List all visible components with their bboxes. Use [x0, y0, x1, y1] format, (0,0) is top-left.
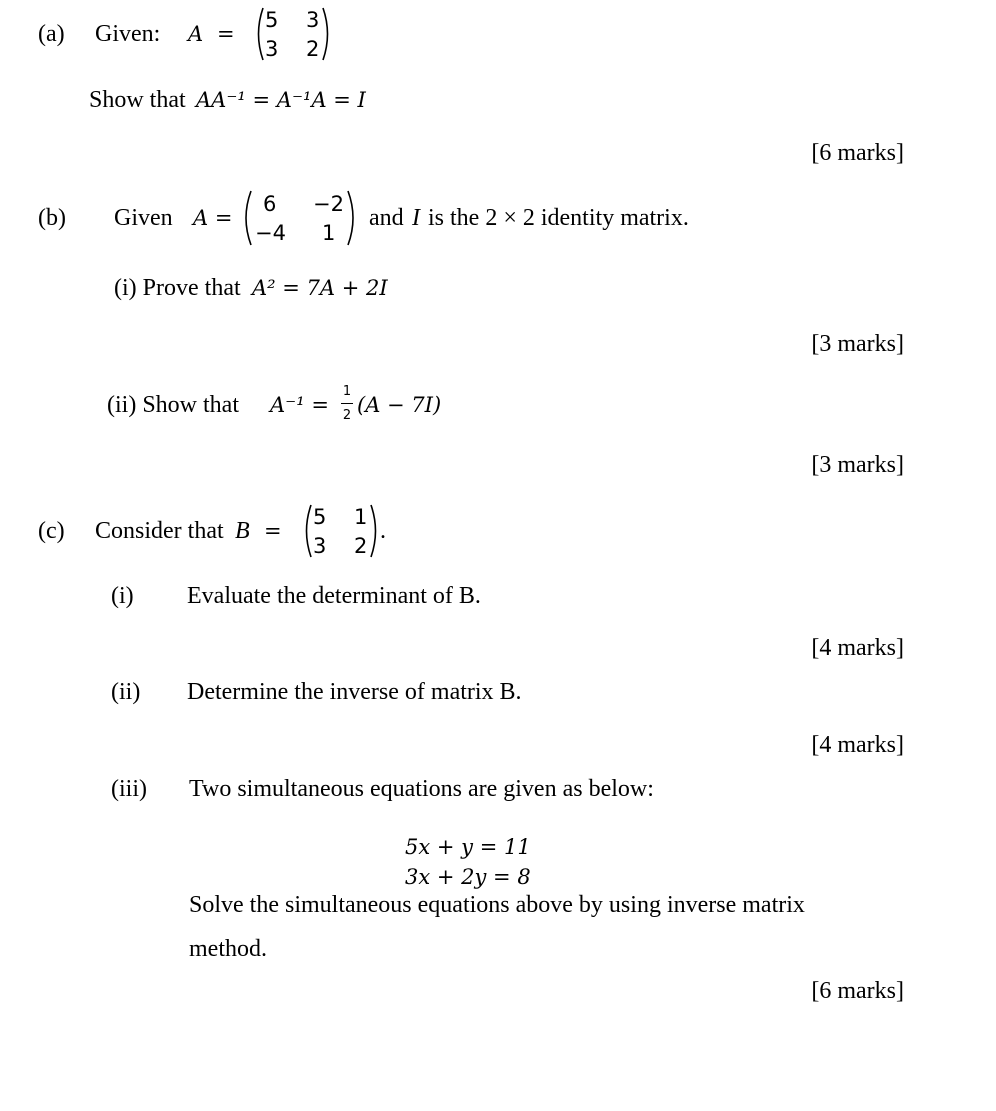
part-c-iii-marks: [6 marks] [811, 978, 904, 1004]
part-c-solve-line-2: method. [189, 936, 267, 962]
part-c-i-label: (i) [111, 583, 134, 609]
part-c-ii-text: Determine the inverse of matrix B. [187, 679, 522, 705]
part-a-marks: [6 marks] [811, 140, 904, 166]
matrix-cell: −4 [255, 221, 286, 245]
part-c-iii-label: (iii) [111, 776, 147, 802]
matrix-cell: 3 [306, 8, 320, 32]
matrix-cell: 3 [265, 37, 279, 61]
part-b-ii-text: (ii) Show that [107, 392, 239, 418]
part-b-identity-symbol: I [412, 205, 420, 231]
fraction-bar [341, 403, 353, 404]
part-b-given: Given [114, 205, 173, 231]
fraction-numerator: 1 [342, 384, 352, 399]
part-b-ii-math-left: A⁻¹ = [270, 393, 329, 417]
part-b-matrix [241, 188, 358, 248]
matrix-cell: 6 [263, 192, 277, 216]
part-b-i-math: A² = 7A + 2I [252, 276, 388, 300]
matrix-cell: 5 [313, 505, 327, 529]
part-b-ii-fraction [340, 384, 354, 428]
part-c-matrix-name: B [235, 518, 250, 544]
part-b-identity-text: is the 2 × 2 identity matrix. [428, 205, 689, 231]
part-c-ii-label: (ii) [111, 679, 141, 705]
part-a-label: (a) [38, 21, 65, 47]
part-a-show-text: Show that [89, 87, 186, 113]
part-b-label: (b) [38, 205, 66, 231]
part-a-show-math: AA⁻¹ = A⁻¹A = I [196, 88, 366, 112]
part-c-consider: Consider that [95, 518, 224, 544]
part-c-label: (c) [38, 518, 65, 544]
matrix-cell: 2 [354, 534, 368, 558]
part-b-and: and [369, 205, 404, 231]
part-a-matrix [254, 6, 332, 64]
part-a-matrix-name: A [188, 22, 204, 46]
matrix-cell: −2 [313, 192, 344, 216]
part-c-period: . [380, 518, 386, 544]
equation-1: 5x + y = 11 [405, 835, 531, 859]
part-c-ii-marks: [4 marks] [811, 732, 904, 758]
matrix-cell: 1 [354, 505, 368, 529]
part-c-solve-line-1: Solve the simultaneous equations above by using inverse matrix [189, 892, 805, 918]
part-c-equals: = [264, 519, 282, 543]
matrix-cell: 1 [322, 221, 336, 245]
equation-2: 3x + 2y = 8 [405, 865, 531, 889]
part-c-matrix [302, 503, 380, 561]
part-c-i-text: Evaluate the determinant of B. [187, 583, 481, 609]
matrix-cell: 3 [313, 534, 327, 558]
part-b-i-marks: [3 marks] [811, 331, 904, 357]
part-c-i-marks: [4 marks] [811, 635, 904, 661]
part-c-iii-text: Two simultaneous equations are given as below: [189, 776, 654, 802]
matrix-cell: 2 [306, 37, 320, 61]
part-a-given: Given: [95, 21, 161, 47]
fraction-denominator: 2 [342, 408, 352, 423]
part-a-equals: = [217, 22, 235, 46]
part-b-ii-marks: [3 marks] [811, 452, 904, 478]
matrix-cell: 5 [265, 8, 279, 32]
part-b-matrix-name: A = [193, 206, 233, 230]
part-b-ii-math-right: (A − 7I) [357, 393, 442, 417]
part-b-i-text: (i) Prove that [114, 275, 241, 301]
